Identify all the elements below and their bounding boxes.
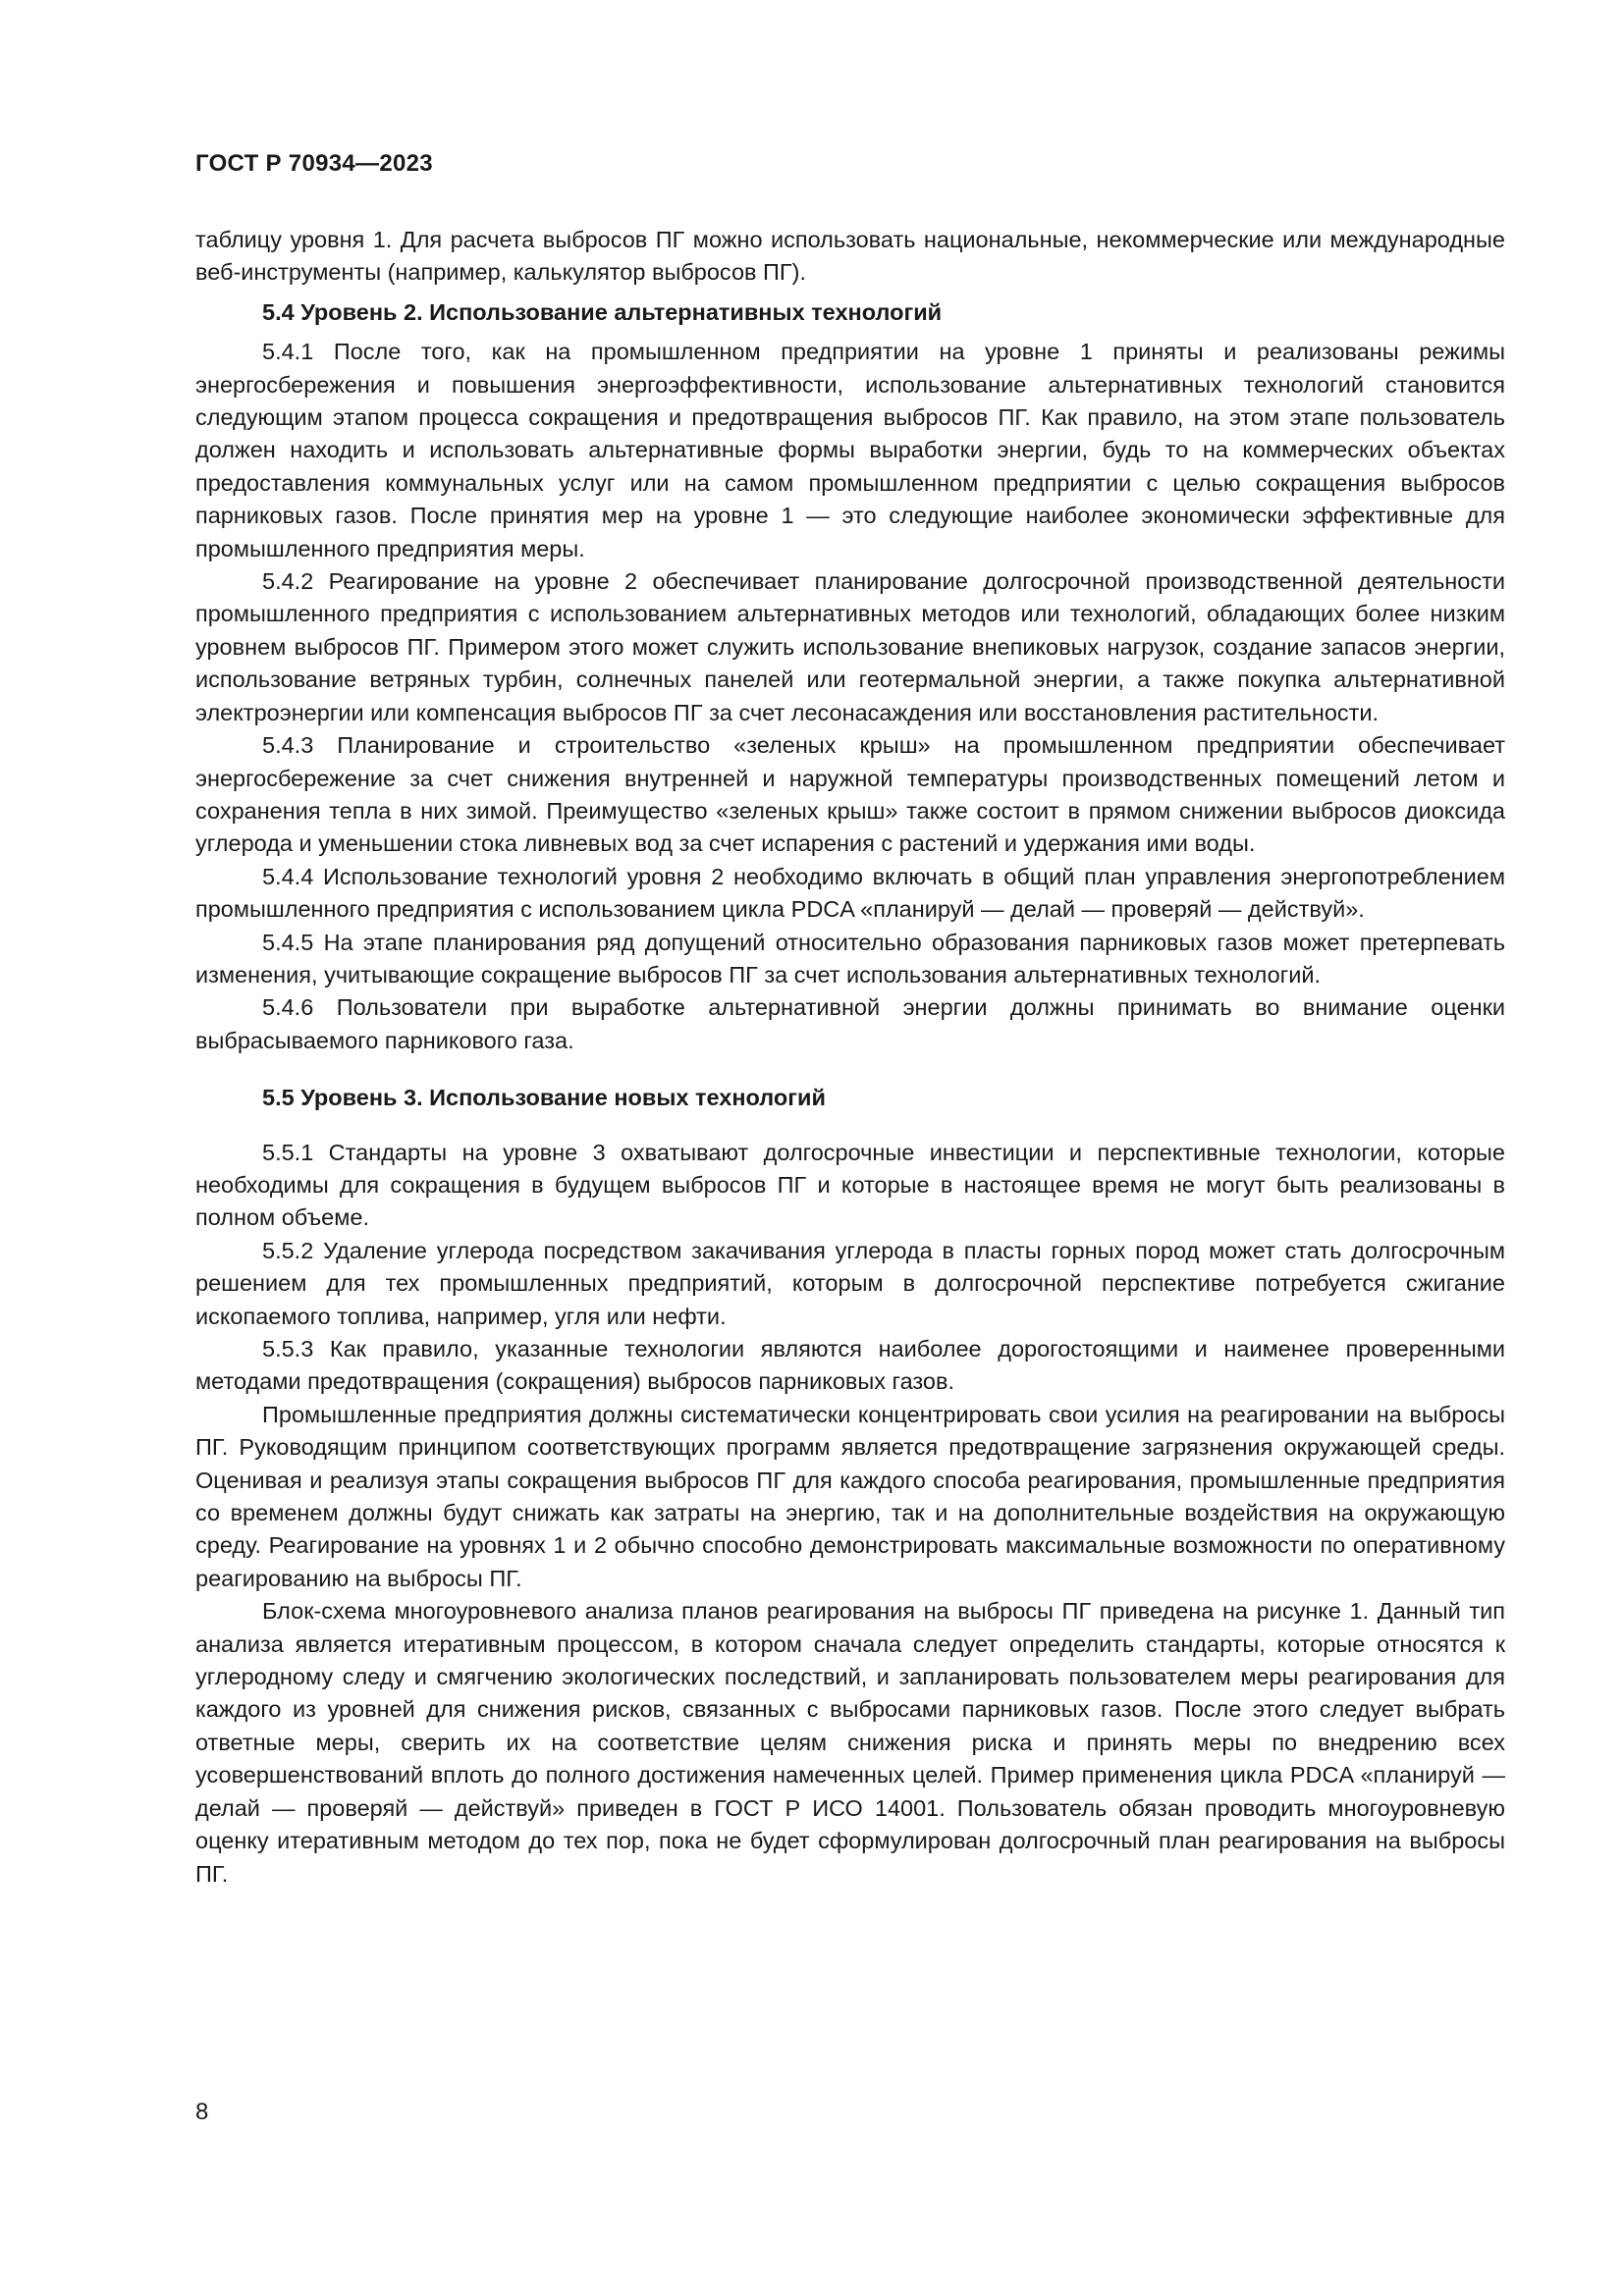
paragraph-5-5-2: 5.5.2 Удаление углерода посредством закачивания углерода в пласты горных пород может стать долгосрочным решением для тех промышленных предприятий, которым в долгосрочной перспективе потребуется сжигание ископаемого топлива, например, угля или нефти. [195, 1237, 1505, 1329]
paragraph-5-5-1: 5.5.1 Стандарты на уровне 3 охватывают долгосрочные инвестиции и перспективные технологии, которые необходимы для сокращения в будущем выбросов ПГ и которые в настоящее время не могут быть реализованы в полном объеме. [195, 1139, 1505, 1231]
paragraph-5-4-1: 5.4.1 После того, как на промышленном предприятии на уровне 1 приняты и реализованы режимы энергосбережения и повышения энергоэффективности, использование альтернативных технологий становится следующим этапом процесса сокращения и предотвращения выбросов ПГ. Как правило, на этом этапе пользователь должен находить и использовать альтернативные формы выработки энергии, будь то на коммерческих объектах предоставления коммунальных услуг или на самом промышленном предприятии с целью сокращения выбросов парниковых газов. После принятия мер на уровне 1 — это следующие наиболее экономически эффективные для промышленного предприятия меры. [195, 339, 1505, 561]
section-5-5-heading: 5.5 Уровень 3. Использование новых технологий [262, 1085, 826, 1111]
document-code-header: ГОСТ Р 70934—2023 [195, 150, 433, 177]
paragraph-flowchart-description: Блок-схема многоуровневого анализа планов реагирования на выбросы ПГ приведена на рисунке 1. Данный тип анализа является итеративным процессом, в котором сначала следует определить стандарты, которые относятся к углеродному следу и смягчению экологических последствий, и запланировать пользователем меры реагирования для каждого из уровней для снижения рисков, связанных с выбросами парниковых газов. После этого следует выбрать ответные меры, сверить их на соответствие целям снижения риска и принять меры по внедрению всех усовершенствований вплоть до полного достижения намеченных целей. Пример применения цикла PDCA «планируй — делай — проверяй — действуй» приведен в ГОСТ Р ИСО 14001. Пользователь обязан проводить многоуровневую оценку итеративным методом до тех пор, пока не будет сформулирован долгосрочный план реагирования на выбросы ПГ. [195, 1598, 1505, 1887]
paragraph-5-4-5: 5.4.5 На этапе планирования ряд допущений относительно образования парниковых газов может претерпевать изменения, учитывающие сокращение выбросов ПГ за счет использования альтернативных технологий. [195, 929, 1505, 988]
paragraph-response-focus: Промышленные предприятия должны систематически концентрировать свои усилия на реагировании на выбросы ПГ. Руководящим принципом соответствующих программ является предотвращение загрязнения окружающей среды. Оценивая и реализуя этапы сокращения выбросов ПГ для каждого способа реагирования, промышленные предприятия со временем должны будут снижать как затраты на энергию, так и на дополнительные воздействия на окружающую среду. Реагирование на уровнях 1 и 2 обычно способно демонстрировать максимальные возможности по оперативному реагированию на выбросы ПГ. [195, 1401, 1505, 1591]
document-body [195, 224, 1505, 1891]
page-number: 8 [195, 2099, 209, 2125]
intro-paragraph: таблицу уровня 1. Для расчета выбросов ПГ можно использовать национальные, некоммерческие или международные веб-инструменты (например, калькулятор выбросов ПГ). [195, 227, 1505, 286]
paragraph-5-5-3: 5.5.3 Как правило, указанные технологии являются наиболее дорогостоящими и наименее проверенными методами предотвращения (сокращения) выбросов парниковых газов. [195, 1336, 1505, 1395]
section-5-4-heading: 5.4 Уровень 2. Использование альтернативных технологий [262, 298, 943, 325]
paragraph-5-4-4: 5.4.4 Использование технологий уровня 2 необходимо включать в общий план управления энергопотреблением промышленного предприятия с использованием цикла PDCA «планируй — делай — проверяй — действуй». [195, 863, 1505, 923]
paragraph-5-4-6: 5.4.6 Пользователи при выработке альтернативной энергии должны принимать во внимание оценки выбрасываемого парникового газа. [195, 994, 1505, 1053]
paragraph-5-4-3: 5.4.3 Планирование и строительство «зеленых крыш» на промышленном предприятии обеспечивает энергосбережение за счет снижения внутренней и наружной температуры производственных помещений летом и сохранения тепла в них зимой. Преимущество «зеленых крыш» также состоит в прямом снижении выбросов диоксида углерода и уменьшении стока ливневых вод за счет испарения с растений и удержания ими воды. [195, 732, 1505, 857]
paragraph-5-4-2: 5.4.2 Реагирование на уровне 2 обеспечивает планирование долгосрочной производственной деятельности промышленного предприятия с использованием альтернативных методов или технологий, обладающих более низким уровнем выбросов ПГ. Примером этого может служить использование внепиковых нагрузок, создание запасов энергии, использование ветряных турбин, солнечных панелей или геотермальной энергии, а также покупка альтернативной электроэнергии или компенсация выбросов ПГ за счет лесонасаждения или восстановления растительности. [195, 568, 1505, 725]
